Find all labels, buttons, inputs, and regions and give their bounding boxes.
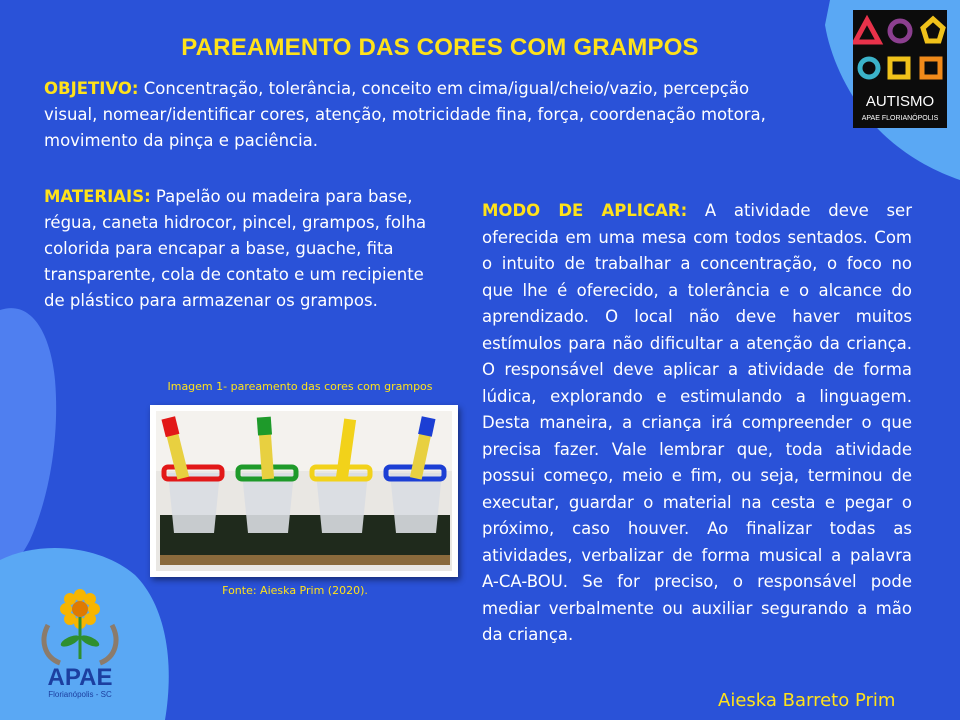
apae-flower-icon xyxy=(30,585,130,705)
apae-logo-sub: Florianópolis - SC xyxy=(48,690,112,699)
modo-aplicar-paragraph xyxy=(482,198,912,649)
author-name: Aieska Barreto Prim xyxy=(718,690,896,711)
autismo-logo-sub: APAE FLORIANÓPOLIS xyxy=(861,115,939,122)
apae-logo-word: APAE xyxy=(47,664,113,691)
materiais-paragraph xyxy=(44,184,434,314)
materiais-label: MATERIAIS: xyxy=(44,187,151,206)
image-caption: Imagem 1- pareamento das cores com grampos xyxy=(167,380,433,393)
autismo-logo-word: AUTISMO xyxy=(865,93,935,110)
image-source: Fonte: Aieska Prim (2020). xyxy=(222,584,368,597)
activity-photo-drawing xyxy=(150,405,458,577)
modo-aplicar-label: MODO DE APLICAR: xyxy=(482,201,688,220)
autismo-logo xyxy=(853,10,947,128)
objetivo-label: OBJETIVO: xyxy=(44,79,139,98)
objetivo-text: Concentração, tolerância, conceito em cima/igual/cheio/vazio, percepção visual, nomear/identificar cores, atenção, motricidade fina, força, coordenação motora, movimento da pinça e paciência. xyxy=(44,79,766,150)
objetivo-paragraph xyxy=(44,76,784,154)
autismo-logo-icon xyxy=(853,10,947,128)
apae-logo xyxy=(30,585,130,705)
slide-title: PAREAMENTO DAS CORES COM GRAMPOS xyxy=(181,34,699,61)
modo-aplicar-text: A atividade deve ser oferecida em uma mesa com todos sentados. Com o intuito de trabalhar a concentração, o foco no que lhe é oferecido, a tolerância e o alcance do aprendizado. O local não deve haver muitos estímulos para não dificultar a atenção da criança. O responsável deve aplicar a atividade de forma lúdica, explorando e estimulando a linguagem. Desta maneira, a criança irá compreender o que precisa fazer. Vale lembrar que, toda atividade possui começo, meio e fim, ou seja, terminou de executar, guardar o material na cesta e pegar o próximo, caso houver. Ao finalizar todas as atividades, verbalizar de forma musical a palavra A-CA-BOU. Se for preciso, o responsável pode mediar verbalmente ou auxiliar segurando a mão da criança. xyxy=(482,201,912,644)
materiais-text: Papelão ou madeira para base, régua, caneta hidrocor, pincel, grampos, folha colorida para encapar a base, guache, fita transparente, cola de contato e um recipiente de plástico para armazenar os grampos. xyxy=(44,187,427,310)
activity-photo xyxy=(150,405,458,577)
